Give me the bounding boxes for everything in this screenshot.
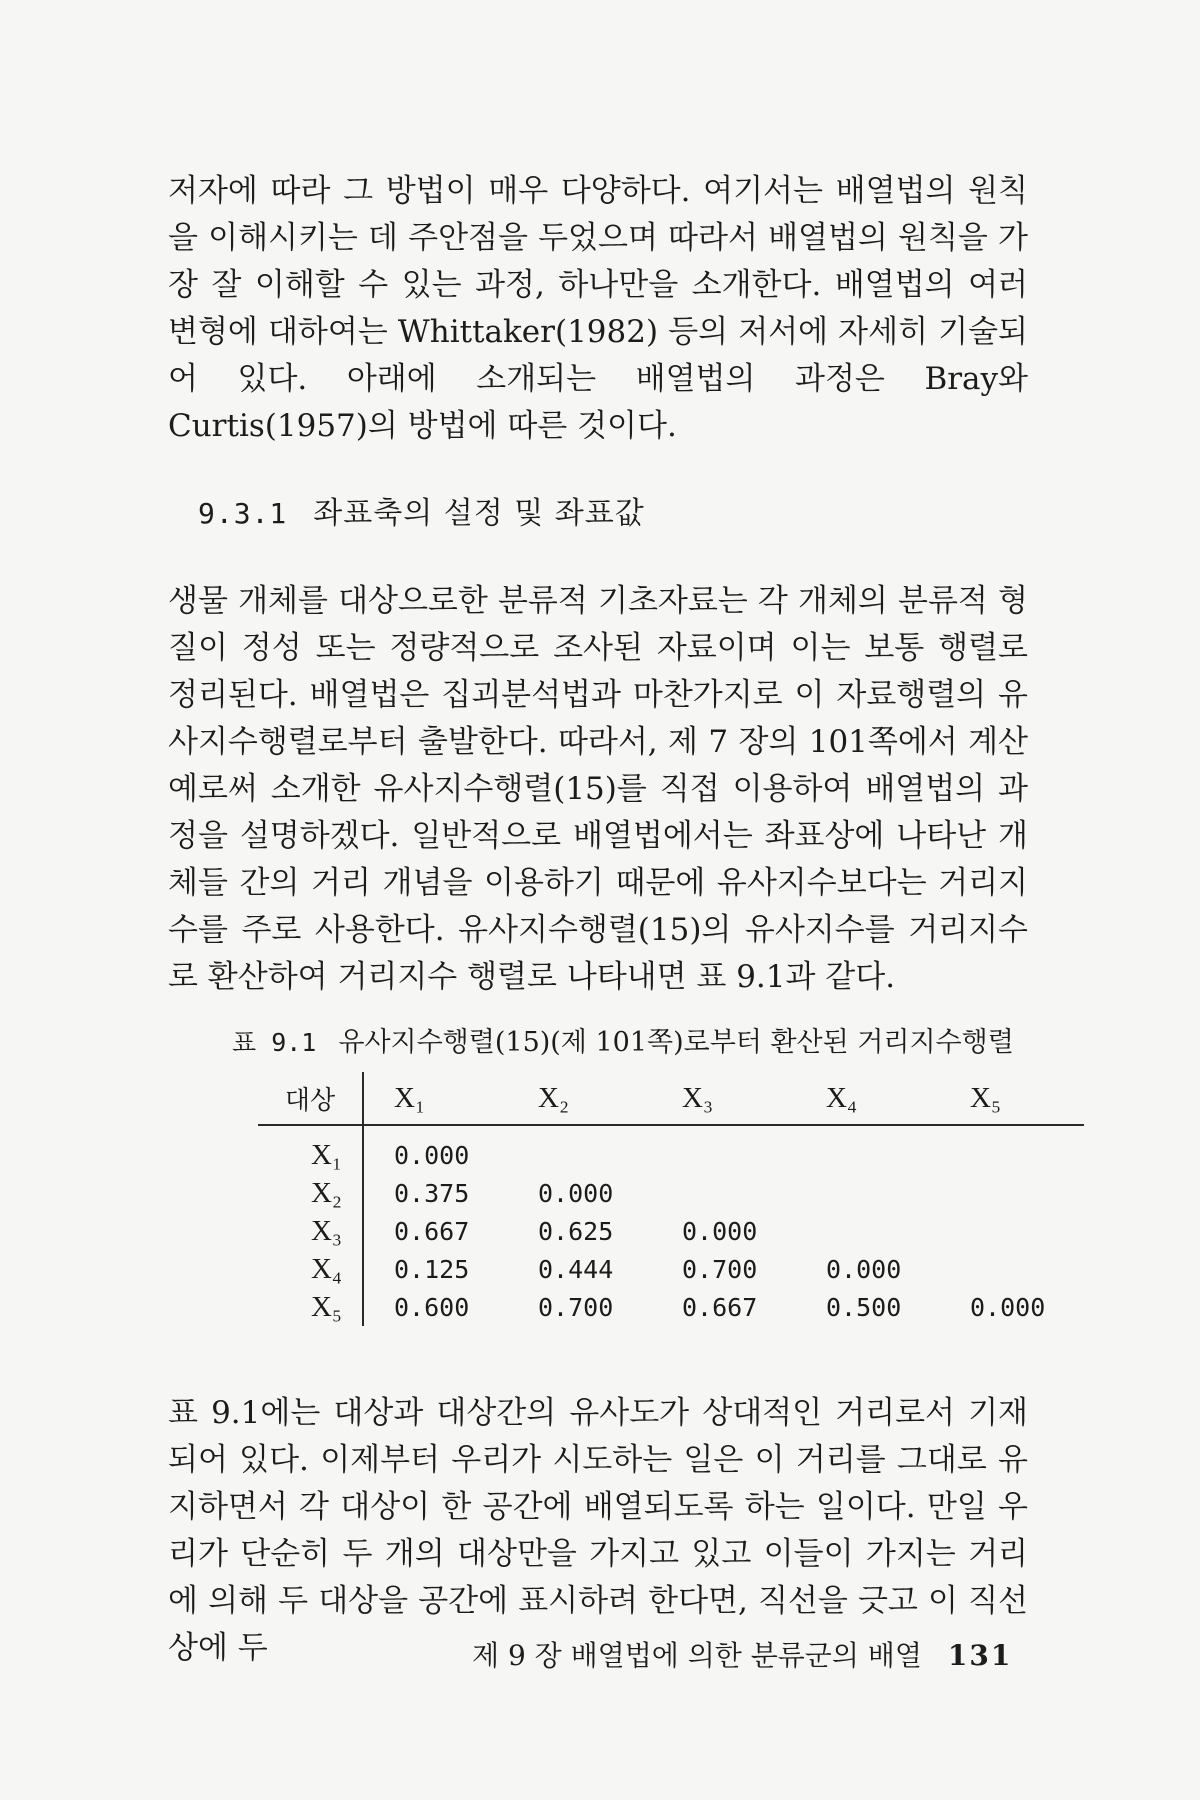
row-header: X₂: [258, 1174, 363, 1212]
table-caption-text: 유사지수행렬(15)(제 101쪽)로부터 환산된 거리지수행렬: [338, 1027, 1014, 1058]
table-row: [258, 1250, 1084, 1288]
column-header: X₂: [538, 1081, 570, 1114]
table-row: [258, 1212, 1084, 1250]
table-cell: 0.667: [394, 1216, 470, 1246]
row-header: X₁: [258, 1125, 363, 1174]
table-cell: 0.625: [538, 1216, 614, 1246]
table-cell: [940, 1174, 1084, 1212]
page-number: 131: [947, 1639, 1013, 1672]
table-cell: [652, 1125, 796, 1174]
table-caption-number: 표 9.1: [232, 1028, 317, 1057]
table-cell: 0.600: [394, 1292, 470, 1322]
table-cell: 0.125: [394, 1254, 470, 1284]
table-cell: 0.000: [826, 1254, 902, 1284]
table-cell: 0.700: [682, 1254, 758, 1284]
column-header: X₅: [970, 1081, 1002, 1114]
table-row: [258, 1288, 1084, 1326]
paragraph-intro: 저자에 따라 그 방법이 매우 다양하다. 여기서는 배열법의 원칙을 이해시키는 데 주안점을 두었으며 따라서 배열법의 원칙을 가장 잘 이해할 수 있는 과정, 하나만을 소개한다. 배열법의 여러 변형에 대하여는 Whittaker(1982) 등의 저서에 자세히 기술되어 있다. 아래에 소개되는 배열법의 과정은 Bray와 Curtis(1957)의 방법에 따른 것이다.: [168, 173, 1028, 444]
paragraph-body: 생물 개체를 대상으로한 분류적 기초자료는 각 개체의 분류적 형질이 정성 또는 정량적으로 조사된 자료이며 이는 보통 행렬로 정리된다. 배열법은 집괴분석법과 마찬가지로 이 자료행렬의 유사지수행렬로부터 출발한다. 따라서, 제 7 장의 101쪽에서 계산 예로써 소개한 유사지수행렬(15)를 직접 이용하여 배열법의 과정을 설명하겠다. 일반적으로 배열법에서는 좌표상에 나타난 개체들 간의 거리 개념을 이용하기 때문에 유사지수보다는 거리지수를 주로 사용한다. 유사지수행렬(15)의 유사지수를 거리지수로 환산하여 거리지수 행렬로 나타내면 표 9.1과 같다.: [168, 583, 1028, 995]
table-cell: [796, 1125, 940, 1174]
table-cell: [508, 1125, 652, 1174]
section-heading: [198, 488, 645, 532]
table-cell: [796, 1212, 940, 1250]
row-header: X₃: [258, 1212, 363, 1250]
table-row: [258, 1125, 1084, 1174]
table-cell: [940, 1212, 1084, 1250]
table-cell: 0.444: [538, 1254, 614, 1284]
table-cell: 0.700: [538, 1292, 614, 1322]
column-header: X₃: [682, 1081, 714, 1114]
distance-matrix-table: [258, 1072, 1084, 1326]
column-header: X₄: [826, 1081, 858, 1114]
table-cell: [940, 1250, 1084, 1288]
section-number: 9.3.1: [198, 497, 288, 530]
table-cell: 0.000: [394, 1140, 470, 1170]
table-header-row: [258, 1072, 1084, 1125]
table-corner-header: 대상: [258, 1072, 363, 1125]
table-caption: [232, 1020, 1014, 1059]
table-cell: [940, 1125, 1084, 1174]
table-cell: 0.375: [394, 1178, 470, 1208]
page-footer: [472, 1634, 1012, 1674]
paragraph-continuation: 표 9.1에는 대상과 대상간의 유사도가 상대적인 거리로서 기재되어 있다. 이제부터 우리가 시도하는 일은 이 거리를 그대로 유지하면서 각 대상이 한 공간에 배열되도록 하는 일이다. 만일 우리가 단순히 두 개의 대상만을 가지고 있고 이들이 가지는 거리에 의해 두 대상을 공간에 표시하려 한다면, 직선을 긋고 이 직선상에 두: [168, 1395, 1028, 1666]
table-row: [258, 1174, 1084, 1212]
table-cell: 0.000: [538, 1178, 614, 1208]
column-header: X₁: [394, 1081, 426, 1114]
table-cell: 0.000: [682, 1216, 758, 1246]
row-header: X₅: [258, 1288, 363, 1326]
running-head-chapter: 제 9 장 배열법에 의한 분류군의 배열: [472, 1639, 922, 1672]
table-cell: [796, 1174, 940, 1212]
table-cell: [652, 1174, 796, 1212]
row-header: X₄: [258, 1250, 363, 1288]
section-title: 좌표축의 설정 및 좌표값: [313, 496, 645, 531]
table-cell: 0.667: [682, 1292, 758, 1322]
table-cell: 0.500: [826, 1292, 902, 1322]
table-cell: 0.000: [970, 1292, 1046, 1322]
